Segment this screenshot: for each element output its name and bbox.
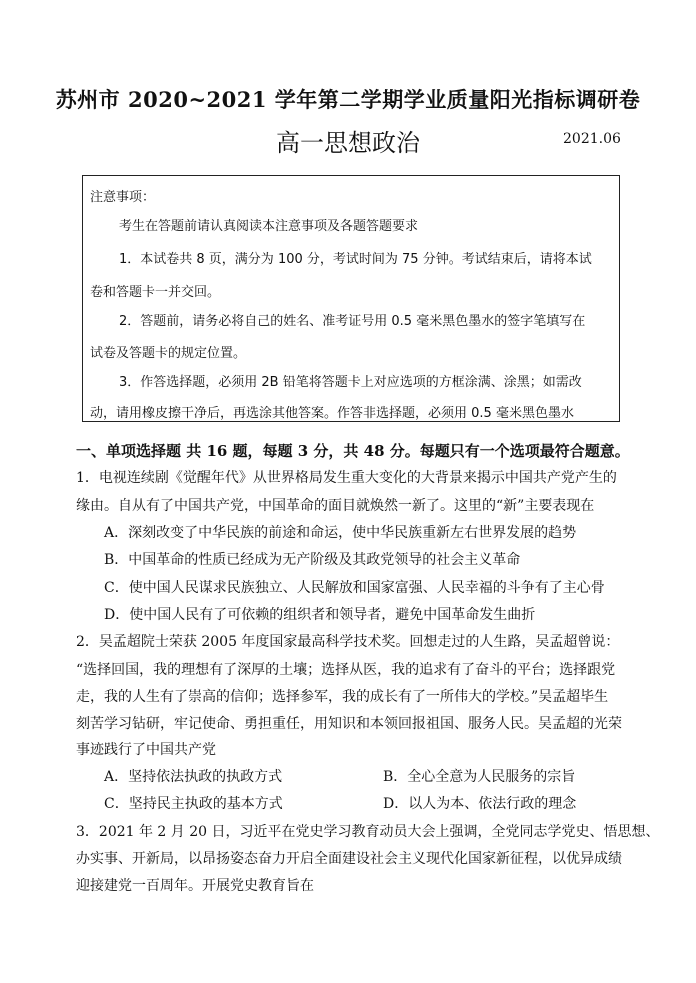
q2-stem-line: “选择回国，我的理想有了深厚的土壤；选择从医，我的追求有了奋斗的平台；选择跟党 [76, 662, 616, 678]
q2-stem-line: 事迹践行了中国共产党 [76, 742, 216, 758]
q1-stem-line: 缘由。自从有了中国共产党，中国革命的面目就焕然一新了。这里的“新”主要表现在 [76, 498, 595, 514]
notice-line: 卷和答题卡一并交回。 [90, 285, 221, 300]
q3-stem-line: 迎接建党一百周年。开展党史教育旨在 [76, 878, 314, 894]
notice-box [82, 175, 620, 422]
q2-option-a: A．坚持依法执政的执政方式 [104, 769, 283, 785]
q3-stem-line: 3．2021 年 2 月 20 日，习近平在党史学习教育动员大会上强调，全党同志学党史、悟思想、 [76, 824, 660, 840]
exam-subject: 高一思想政治 [276, 129, 420, 157]
q1-option-a: A．深刻改变了中华民族的前途和命运，使中华民族重新左右世界发展的趋势 [104, 525, 577, 541]
q1-option-d: D．使中国人民有了可依赖的组织者和领导者，避免中国革命发生曲折 [104, 607, 536, 623]
exam-date: 2021.06 [563, 131, 621, 147]
q1-option-c: C．使中国人民谋求民族独立、人民解放和国家富强、人民幸福的斗争有了主心骨 [104, 580, 605, 596]
q3-stem-line: 办实事、开新局，以昂扬姿态奋力开启全面建设社会主义现代化国家新征程，以优异成绩 [76, 851, 622, 867]
q2-stem-line: 刻苦学习钻研，牢记使命、勇担重任，用知识和本领回报祖国、服务人民。吴孟超的光荣 [76, 716, 622, 732]
q2-option-d: D．以人为本、依法行政的理念 [383, 796, 577, 812]
notice-line: 2．答题前，请务必将自己的姓名、准考证号用 0.5 毫米黑色墨水的签字笔填写在 [119, 314, 586, 329]
q2-stem-line: 走，我的人生有了崇高的信仰；选择参军，我的成长有了一所伟大的学校。”吴孟超毕生 [76, 689, 609, 705]
exam-title: 苏州市 2020~2021 学年第二学期学业质量阳光指标调研卷 [55, 87, 641, 112]
notice-line: 考生在答题前请认真阅读本注意事项及各题答题要求 [119, 219, 419, 234]
q2-option-b: B．全心全意为人民服务的宗旨 [383, 769, 576, 785]
notice-line: 动，请用橡皮擦干净后，再选涂其他答案。作答非选择题，必须用 0.5 毫米黑色墨水 [90, 406, 574, 421]
notice-line: 1．本试卷共 8 页，满分为 100 分，考试时间为 75 分钟。考试结束后，请将本试 [119, 252, 592, 267]
notice-line: 试卷及答题卡的规定位置。 [90, 346, 247, 361]
q1-stem-line: 1．电视连续剧《觉醒年代》从世界格局发生重大变化的大背景来揭示中国共产党产生的 [76, 470, 617, 486]
section-heading: 一、单项选择题 共 16 题，每题 3 分，共 48 分。每题只有一个选项最符合题意。 [76, 442, 630, 460]
notice-heading: 注意事项： [90, 190, 156, 205]
q1-option-b: B．中国革命的性质已经成为无产阶级及其政党领导的社会主义革命 [104, 552, 521, 568]
q2-option-c: C．坚持民主执政的基本方式 [104, 796, 283, 812]
notice-line: 3．作答选择题，必须用 2B 铅笔将答题卡上对应选项的方框涂满、涂黑；如需改 [119, 375, 582, 390]
q2-stem-line: 2．吴孟超院士荣获 2005 年度国家最高科学技术奖。回想走过的人生路，吴孟超曾说： [76, 634, 620, 650]
